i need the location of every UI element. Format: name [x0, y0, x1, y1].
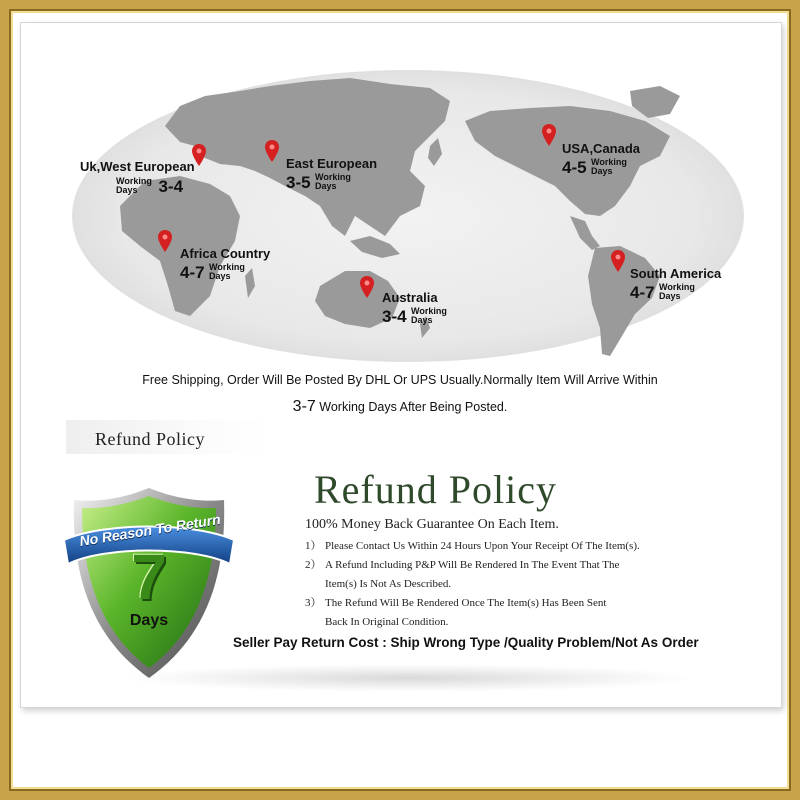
- region-days: 4-7: [180, 262, 205, 282]
- region-working-days: Working Days: [411, 306, 447, 325]
- region-days: 3-4: [158, 176, 184, 196]
- refund-items-list: [305, 537, 745, 632]
- region-days: 3-5: [286, 172, 311, 192]
- region-usa-canada: [562, 142, 640, 176]
- region-name: East European: [286, 156, 378, 171]
- list-item: 3） The Refund Will Be Rendered Once The Item(s) Has Been Sent: [305, 597, 607, 609]
- region-working-days: Working Days: [116, 176, 152, 195]
- list-item-continued: Item(s) Is Not As Described.: [325, 578, 452, 590]
- region-working-days: Working Days: [659, 282, 695, 301]
- region-working-days: Working Days: [591, 157, 627, 176]
- badge-unit: Days: [129, 612, 169, 629]
- shipping-days-text: Working Days After Being Posted.: [315, 400, 508, 414]
- map-pin-icon: [265, 140, 279, 162]
- region-uk-west-european: [80, 160, 195, 195]
- region-days: 4-7: [630, 282, 655, 302]
- map-pin-icon: [542, 124, 556, 146]
- shipping-days-range: 3-7: [292, 398, 316, 415]
- region-name: South America: [630, 266, 722, 281]
- badge-number: 7: [131, 541, 167, 613]
- region-australia: [382, 291, 449, 325]
- region-days: 3-4: [382, 306, 407, 326]
- seller-return-cost: Seller Pay Return Cost : Ship Wrong Type /Quality Problem/Not As Order: [233, 635, 699, 650]
- list-item: 2） A Refund Including P&P Will Be Rendered In The Event That The: [305, 559, 620, 571]
- list-item-continued: Back In Original Condition.: [325, 616, 449, 628]
- shipping-note-days: [0, 398, 800, 416]
- region-days: 4-5: [562, 157, 587, 177]
- shipping-note: Free Shipping, Order Will Be Posted By DHL Or UPS Usually.Normally Item Will Arrive Within: [142, 373, 658, 387]
- region-name: Uk,West European: [80, 159, 195, 174]
- region-working-days: Working Days: [209, 262, 245, 281]
- guarantee-text: 100% Money Back Guarantee On Each Item.: [305, 517, 559, 532]
- refund-policy-title: Refund Policy: [314, 467, 557, 512]
- map-pin-icon: [611, 250, 625, 272]
- map-pin-icon: [360, 276, 374, 298]
- region-name: Africa Country: [180, 246, 271, 261]
- list-item: 1） Please Contact Us Within 24 Hours Upon Your Receipt Of The Item(s).: [305, 540, 640, 552]
- region-africa: [180, 247, 270, 281]
- region-south-america: [630, 267, 721, 301]
- region-working-days: Working Days: [315, 172, 351, 191]
- refund-policy-heading: Refund Policy: [95, 429, 205, 449]
- region-name: Australia: [382, 290, 438, 305]
- region-east-european: [286, 157, 377, 191]
- map-pin-icon: [158, 230, 172, 252]
- badge-banner-text: No Reason To Return: [78, 510, 222, 550]
- region-name: USA,Canada: [562, 141, 641, 156]
- bottom-shadow: [120, 664, 700, 692]
